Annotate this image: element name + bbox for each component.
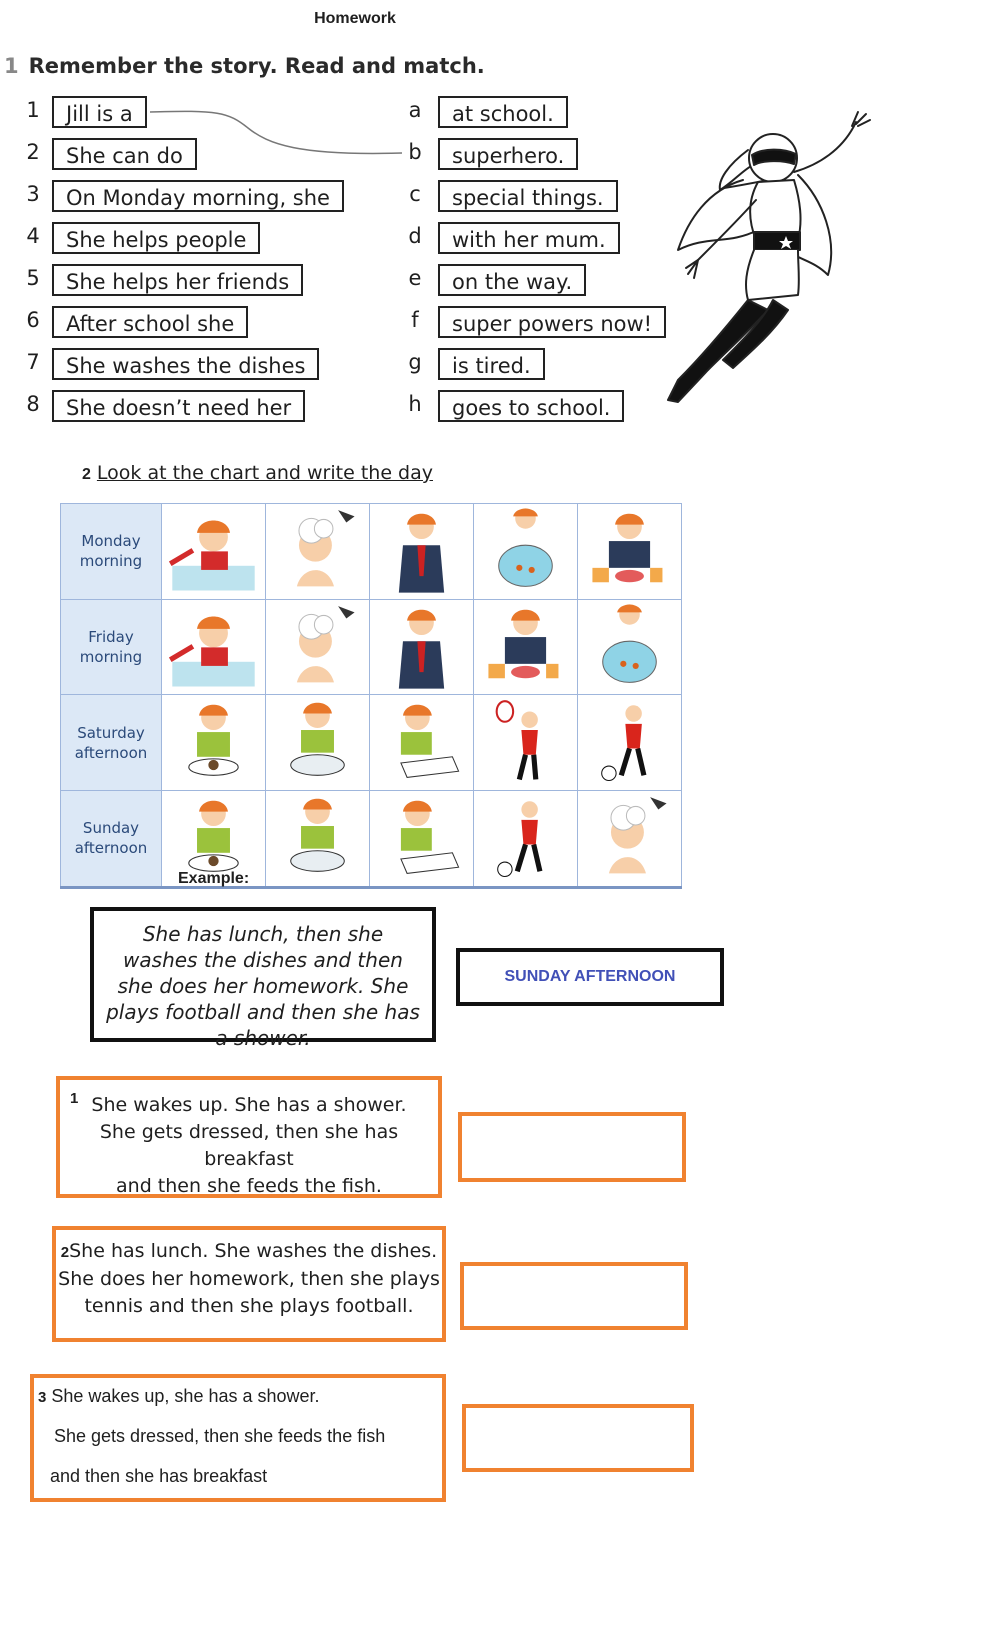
picture-waking-up <box>162 600 265 695</box>
right-phrase-b[interactable]: superhero. <box>438 138 578 170</box>
right-letter-d: d <box>408 224 422 248</box>
answer-box-2[interactable] <box>460 1262 688 1330</box>
example-sentence: She has lunch, then she washes the dishes and then she does her homework. She plays football and then she has a shower. <box>106 922 420 1050</box>
sentence-number-1: 1 <box>70 1090 79 1107</box>
left-num-6: 6 <box>26 308 40 332</box>
right-letter-h: h <box>408 392 422 416</box>
page-title: Homework <box>314 10 396 27</box>
superhero-illustration <box>648 110 908 418</box>
picture-shower <box>266 504 369 599</box>
right-letter-g: g <box>408 350 422 374</box>
sentence-box-1 <box>56 1076 442 1198</box>
right-phrase-c[interactable]: special things. <box>438 180 618 212</box>
left-num-1: 1 <box>26 98 40 122</box>
sentence-box-3 <box>30 1374 446 1502</box>
picture-football <box>578 695 681 790</box>
left-phrase-7[interactable]: She washes the dishes <box>52 348 319 380</box>
example-answer-box <box>456 948 724 1006</box>
left-num-3: 3 <box>26 182 40 206</box>
activity-chart <box>60 503 682 889</box>
right-phrase-h[interactable]: goes to school. <box>438 390 624 422</box>
row-label-sunday-afternoon: Sunday afternoon <box>61 790 162 887</box>
right-phrase-a[interactable]: at school. <box>438 96 568 128</box>
picture-homework <box>370 695 473 790</box>
exercise2-instruction: Look at the chart and write the day <box>96 462 433 484</box>
sentence-3-line-3: and then she has breakfast <box>50 1466 268 1486</box>
left-phrase-1[interactable]: Jill is a <box>52 96 147 128</box>
right-letter-e: e <box>408 266 422 290</box>
picture-shower <box>266 600 369 695</box>
sentence-1-line-3: and then she feeds the fish. <box>116 1175 382 1197</box>
right-letter-b: b <box>408 140 422 164</box>
answer-box-1[interactable] <box>458 1112 686 1182</box>
sentence-2-line-1: 2She has lunch. She washes the dishes. <box>60 1240 438 1262</box>
picture-shower <box>578 791 681 886</box>
row-label-saturday-afternoon: Saturday afternoon <box>61 695 162 791</box>
sentence-box-2 <box>52 1226 446 1342</box>
sentence-number-2: 2 <box>60 1244 70 1261</box>
picture-washing-dishes <box>266 695 369 790</box>
left-num-2: 2 <box>26 140 40 164</box>
example-label: Example: <box>178 870 250 887</box>
left-phrase-6[interactable]: After school she <box>52 306 248 338</box>
right-phrase-f[interactable]: super powers now! <box>438 306 666 338</box>
exercise1-instruction: Remember the story. Read and match. <box>28 54 485 78</box>
exercise2-heading <box>82 462 433 484</box>
example-sentence-box <box>90 907 436 1050</box>
sentence-number-3: 3 <box>38 1389 47 1406</box>
answer-box-3[interactable] <box>462 1404 694 1472</box>
picture-waking-up <box>162 504 265 599</box>
picture-getting-dressed <box>370 504 473 599</box>
right-phrase-d[interactable]: with her mum. <box>438 222 620 254</box>
sentence-2-line-3: tennis and then she plays football. <box>84 1295 414 1317</box>
right-letter-c: c <box>409 182 421 206</box>
right-phrase-g[interactable]: is tired. <box>438 348 545 380</box>
picture-football <box>474 791 577 886</box>
sentence-1-line-1: She wakes up. She has a shower. <box>91 1094 407 1116</box>
right-letter-a: a <box>408 98 422 122</box>
picture-feeding-fish <box>578 600 681 695</box>
picture-feeding-fish <box>474 504 577 599</box>
sentence-2-line-2: She does her homework, then she plays <box>58 1268 440 1290</box>
left-phrase-4[interactable]: She helps people <box>52 222 260 254</box>
match-line <box>148 108 408 160</box>
left-phrase-3[interactable]: On Monday morning, she <box>52 180 344 212</box>
left-num-7: 7 <box>26 350 40 374</box>
example-answer: SUNDAY AFTERNOON <box>504 968 676 985</box>
right-letter-f: f <box>411 308 419 332</box>
picture-homework <box>370 791 473 886</box>
exercise2-number: 2 <box>82 466 91 483</box>
sentence-1-line-2: She gets dressed, then she has breakfast <box>99 1121 399 1170</box>
picture-breakfast <box>474 600 577 695</box>
left-phrase-8[interactable]: She doesn’t need her <box>52 390 305 422</box>
picture-lunch <box>162 695 265 790</box>
row-label-friday-morning: Friday morning <box>61 599 162 695</box>
left-phrase-2[interactable]: She can do <box>52 138 197 170</box>
picture-getting-dressed <box>370 600 473 695</box>
picture-breakfast <box>578 504 681 599</box>
sentence-3-line-1: 3 She wakes up, she has a shower. <box>38 1386 320 1406</box>
row-label-monday-morning: Monday morning <box>61 504 162 600</box>
sentence-3-line-2: She gets dressed, then she feeds the fish <box>54 1426 386 1446</box>
picture-washing-dishes <box>266 791 369 886</box>
left-num-8: 8 <box>26 392 40 416</box>
left-num-5: 5 <box>26 266 40 290</box>
left-phrase-5[interactable]: She helps her friends <box>52 264 303 296</box>
picture-tennis <box>474 695 577 790</box>
left-num-4: 4 <box>26 224 40 248</box>
exercise1-heading <box>4 54 485 78</box>
right-phrase-e[interactable]: on the way. <box>438 264 586 296</box>
exercise1-number: 1 <box>4 54 19 78</box>
